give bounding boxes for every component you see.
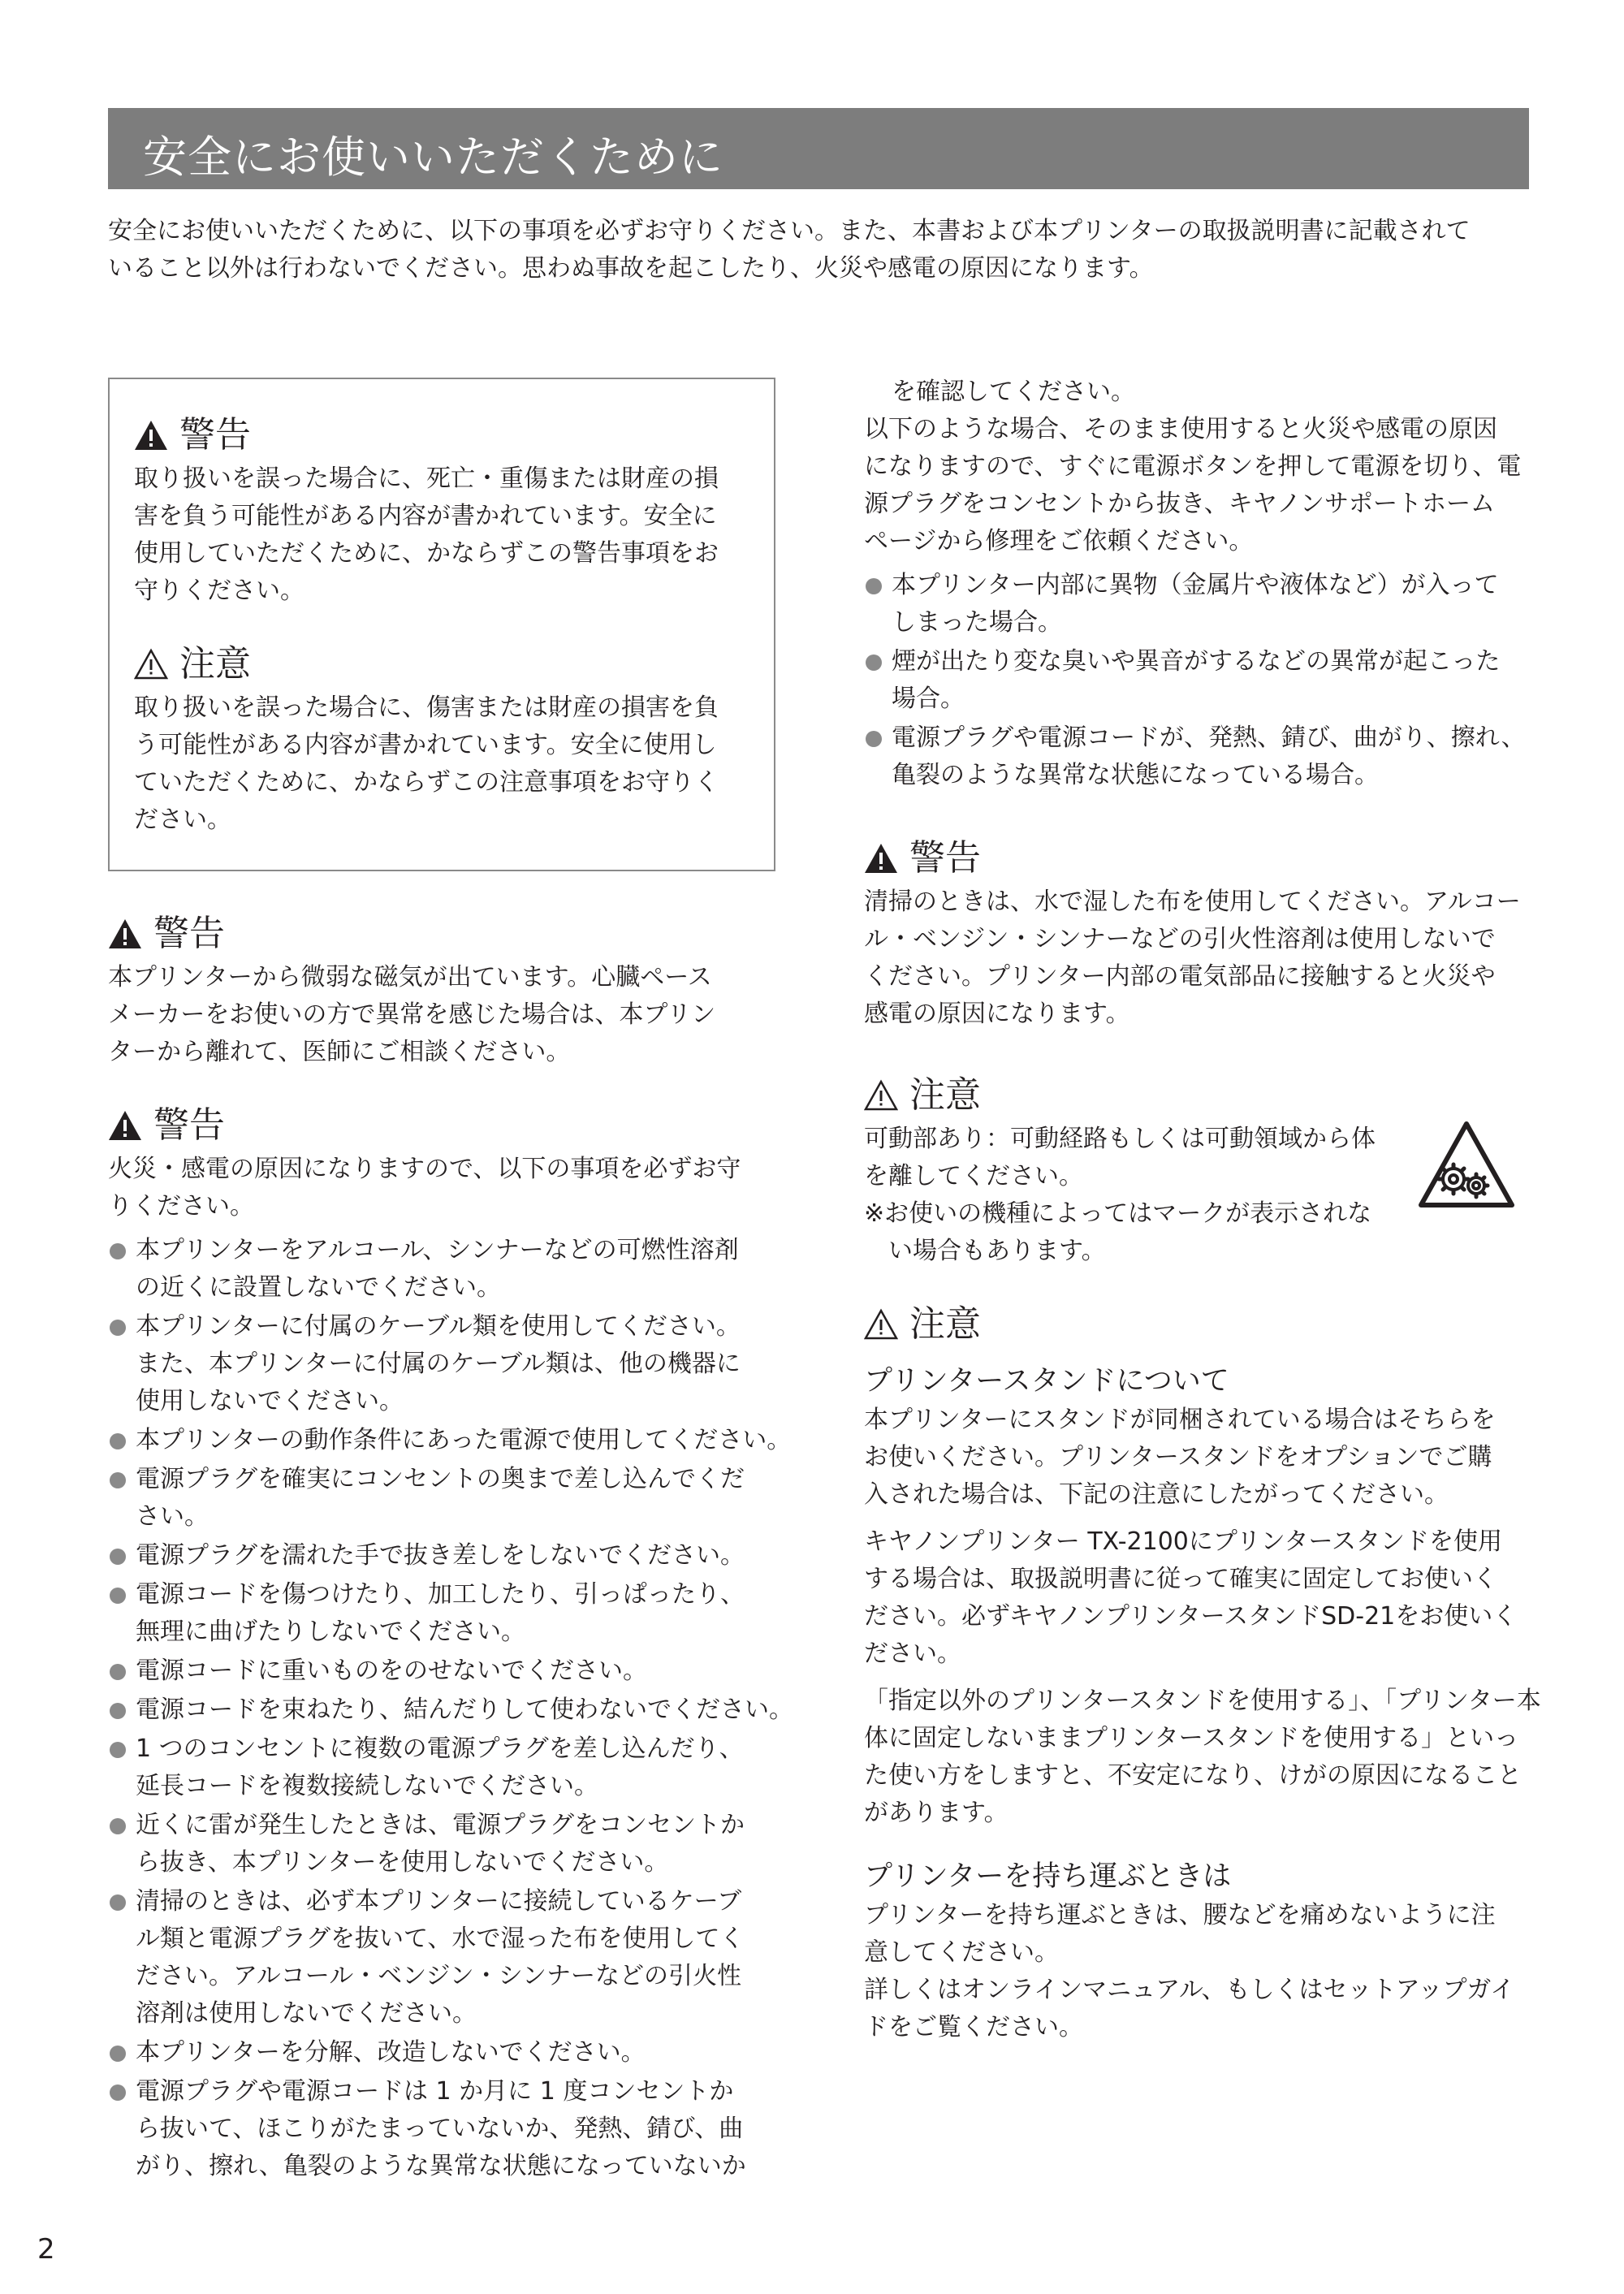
list-item: 煙が出たり変な臭いや異音がするなどの異常が起こった 場合。 xyxy=(864,643,1538,718)
caution-heading: 注意 xyxy=(864,1301,1538,1348)
page-title-bar xyxy=(108,108,1529,189)
warning-heading: 警告 xyxy=(108,1102,774,1149)
subheading-carrying: プリンターを持ち運ぶときは xyxy=(864,1860,1232,1893)
continued-line: を確認してください。 xyxy=(892,378,1135,406)
warning-filled-triangle-icon xyxy=(108,1109,142,1142)
warning-heading: 警告 xyxy=(864,835,1538,882)
legend-warning-heading: 警告 xyxy=(134,412,749,459)
warning-magnetism-section xyxy=(108,910,774,1071)
caution-heading: 注意 xyxy=(864,1072,1538,1119)
caution-stand-section xyxy=(864,1301,1541,2046)
warning-filled-triangle-icon xyxy=(108,918,142,950)
warning-text: 火災・感電の原因になりますので、以下の事項を必ずお守 りください。 xyxy=(108,1155,741,1220)
right-column xyxy=(864,374,1541,2046)
caution-moving-parts-section xyxy=(864,1072,1538,1270)
caution-text: 可動部あり：可動経路もしくは可動領域から体 を離してください。 ※お使いの機種によってはマークが表示されな い場合もあります。 xyxy=(864,1125,1376,1265)
warning-filled-triangle-icon xyxy=(134,419,168,451)
legend-box xyxy=(108,378,775,871)
list-item: 近くに雷が発生したときは、電源プラグをコンセントか ら抜き、本プリンターを使用しないでください。 xyxy=(108,1807,774,1881)
stand-paragraph: 「指定以外のプリンタースタンドを使用する」、「プリンター本 体に固定しないままプリンタースタンドを使用する」といっ た使い方をしますと、不安定になり、けがの原因になること があります。 xyxy=(864,1687,1541,1827)
list-item: 電源プラグや電源コードは 1 か月に 1 度コンセントか ら抜いて、ほこりがたまっていないか、発熱、錆び、曲 がり、擦れ、亀裂のような異常な状態になっていないか xyxy=(108,2073,774,2185)
warning-text: 清掃のときは、水で湿した布を使用してください。アルコー ル・ベンジン・シンナーなどの引火性溶剤は使用しないで ください。プリンター内部の電気部品に接触すると火災や 感電の原因になります。 xyxy=(864,888,1521,1028)
subheading-printer-stand: プリンタースタンドについて xyxy=(864,1365,1229,1398)
warning-text: 本プリンターから微弱な磁気が出ています。心臓ペース メーカーをお使いの方で異常を感じた場合は、本プリン ターから離れて、医師にご相談ください。 xyxy=(108,963,716,1066)
malfunction-text: 以下のような場合、そのまま使用すると火災や感電の原因 になりますので、すぐに電源ボタンを押して電源を切り、電 源プラグをコンセントから抜き、キヤノンサポートホーム ページから修理をご依頼ください。 xyxy=(864,415,1522,555)
list-item: 電源プラグを確実にコンセントの奥まで差し込んでくだ さい。 xyxy=(108,1461,774,1536)
intro-text xyxy=(108,213,1529,287)
list-item: 本プリンターに付属のケーブル類を使用してください。 また、本プリンターに付属のケーブル類は、他の機器に 使用しないでください。 xyxy=(108,1308,774,1420)
legend-caution-text: 取り扱いを誤った場合に、傷害または財産の損害を負 う可能性がある内容が書かれています。安全に使用し ていただくために、かならずこの注意事項をお守りく ださい。 xyxy=(134,693,719,834)
caution-outline-triangle-icon xyxy=(134,648,168,680)
warning-filled-triangle-icon xyxy=(864,842,898,875)
intro-line: いること以外は行わないでください。思わぬ事故を起こしたり、火災や感電の原因になります。 xyxy=(108,254,1154,283)
continued-section xyxy=(864,374,1538,794)
list-item: 本プリンター内部に異物（金属片や液体など）が入って しまった場合。 xyxy=(864,567,1538,642)
warning-cleaning-section xyxy=(864,835,1538,1033)
list-item: 本プリンターを分解、改造しないでください。 xyxy=(108,2034,774,2072)
page-number: 2 xyxy=(37,2233,55,2266)
list-item: 電源プラグを濡れた手で抜き差しをしないでください。 xyxy=(108,1537,774,1575)
page-title: 安全にお使いいただくために xyxy=(143,132,723,183)
moving-parts-gears-icon xyxy=(1418,1121,1515,1210)
list-item: 電源コードを傷つけたり、加工したり、引っぱったり、 無理に曲げたりしないでください。 xyxy=(108,1576,774,1651)
list-item: 清掃のときは、必ず本プリンターに接続しているケーブ ル類と電源プラグを抜いて、水で湿った布を使用してく ださい。アルコール・ベンジン・シンナーなどの引火性 溶剤は使用しないでください。 xyxy=(108,1883,774,2033)
malfunction-bullet-list xyxy=(864,567,1538,794)
left-column xyxy=(108,378,793,2187)
warning-heading: 警告 xyxy=(108,910,774,957)
warning-fire-section xyxy=(108,1102,793,2185)
stand-paragraph: 本プリンターにスタンドが同梱されている場合はそちらを お使いください。プリンタースタンドをオプションでご購 入された場合は、下記の注意にしたがってください。 xyxy=(864,1406,1496,1509)
intro-line: 安全にお使いいただくために、以下の事項を必ずお守りください。また、本書および本プリンターの取扱説明書に記載されて xyxy=(108,217,1471,245)
legend-warning-text: 取り扱いを誤った場合に、死亡・重傷または財産の損 害を負う可能性がある内容が書かれています。安全に 使用していただくために、かならずこの警告事項をお 守りください。 xyxy=(134,464,719,605)
list-item: 電源プラグや電源コードが、発熱、錆び、曲がり、擦れ、 亀裂のような異常な状態になっている場合。 xyxy=(864,719,1538,794)
caution-outline-triangle-icon xyxy=(864,1079,898,1112)
list-item: 本プリンターをアルコール、シンナーなどの可燃性溶剤 の近くに設置しないでください。 xyxy=(108,1232,774,1307)
list-item: 電源コードを束ねたり、結んだりして使わないでください。 xyxy=(108,1691,774,1729)
carrying-paragraph: プリンターを持ち運ぶときは、腰などを痛めないように注 意してください。 詳しくはオンラインマニュアル、もしくはセットアップガイ ドをご覧ください。 xyxy=(864,1901,1515,2041)
legend-caution-heading: 注意 xyxy=(134,641,749,688)
caution-outline-triangle-icon xyxy=(864,1308,898,1341)
warning-bullet-list xyxy=(108,1232,793,2185)
stand-paragraph: キヤノンプリンター TX-2100にプリンタースタンドを使用 する場合は、取扱説明書に従って確実に固定してお使いく ださい。必ずキヤノンプリンタースタンドSD-21をお使いく ださい。 xyxy=(864,1527,1518,1668)
list-item: 本プリンターの動作条件にあった電源で使用してください。 xyxy=(108,1422,774,1459)
list-item: 電源コードに重いものをのせないでください。 xyxy=(108,1652,774,1690)
list-item: 1 つのコンセントに複数の電源プラグを差し込んだり、 延長コードを複数接続しないでください。 xyxy=(108,1730,774,1805)
